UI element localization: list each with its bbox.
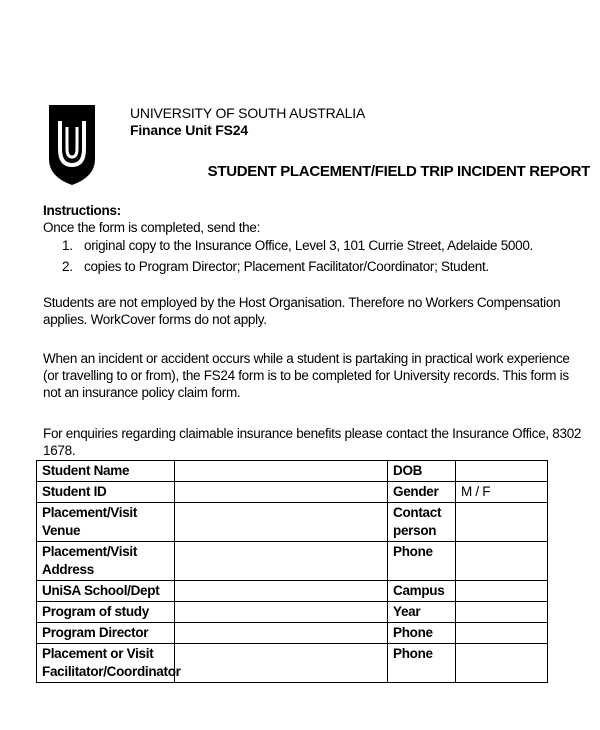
field-label: Program Director — [37, 623, 175, 644]
field-label: Placement/Visit Venue — [37, 503, 175, 542]
facilitator-phone-field[interactable] — [456, 644, 548, 683]
instructions-heading: Instructions: — [43, 203, 121, 218]
venue-phone-field[interactable] — [456, 542, 548, 581]
director-phone-field[interactable] — [456, 623, 548, 644]
facilitator-field[interactable] — [175, 644, 388, 683]
field-label: Year — [388, 602, 456, 623]
field-label: Placement or Visit Facilitator/Coordinator — [37, 644, 175, 683]
campus-field[interactable] — [456, 581, 548, 602]
table-row — [37, 482, 548, 503]
report-title: STUDENT PLACEMENT/FIELD TRIP INCIDENT REPORT — [207, 163, 590, 180]
table-row — [37, 542, 548, 581]
step-number: 2. — [62, 259, 73, 274]
organization-name: UNIVERSITY OF SOUTH AUSTRALIA — [130, 105, 366, 121]
address-field[interactable] — [175, 542, 388, 581]
contact-person-field[interactable] — [456, 503, 548, 542]
unit-name: Finance Unit FS24 — [130, 122, 248, 138]
program-field[interactable] — [175, 602, 388, 623]
field-label: Campus — [388, 581, 456, 602]
field-label: Phone — [388, 623, 456, 644]
dob-field[interactable] — [456, 461, 548, 482]
table-row — [37, 461, 548, 482]
year-field[interactable] — [456, 602, 548, 623]
instruction-step — [62, 238, 533, 253]
venue-field[interactable] — [175, 503, 388, 542]
student-name-field[interactable] — [175, 461, 388, 482]
enquiries-paragraph: For enquiries regarding claimable insurance benefits please contact the Insurance Office, 8302 1678. — [43, 426, 582, 458]
field-label: Contact person — [388, 503, 456, 542]
step-number: 1. — [62, 238, 73, 253]
program-director-field[interactable] — [175, 623, 388, 644]
incident-form-table — [36, 460, 548, 683]
student-id-field[interactable] — [175, 482, 388, 503]
step-text: original copy to the Insurance Office, Level 3, 101 Currie Street, Adelaide 5000. — [84, 238, 533, 253]
field-label: Program of study — [37, 602, 175, 623]
workers-comp-paragraph: Students are not employed by the Host Organisation. Therefore no Workers Compensation applies. WorkCover forms do not apply. — [43, 295, 561, 327]
incident-paragraph: When an incident or accident occurs while a student is partaking in practical work experience (or travelling to or from), the FS24 form is to be completed for University records. This form is not an insurance policy claim form. — [43, 351, 570, 400]
step-text: copies to Program Director; Placement Facilitator/Coordinator; Student. — [84, 259, 489, 274]
field-label: Gender — [388, 482, 456, 503]
field-label: Student ID — [37, 482, 175, 503]
table-row — [37, 503, 548, 542]
field-label: DOB — [388, 461, 456, 482]
instruction-step — [62, 259, 489, 274]
gender-field[interactable]: M / F — [456, 482, 548, 503]
field-label: UniSA School/Dept — [37, 581, 175, 602]
instructions-intro: Once the form is completed, send the: — [43, 220, 261, 235]
field-label: Student Name — [37, 461, 175, 482]
table-row — [37, 581, 548, 602]
table-row — [37, 623, 548, 644]
field-label: Phone — [388, 644, 456, 683]
unisa-logo-icon — [48, 105, 96, 185]
field-label: Phone — [388, 542, 456, 581]
field-label: Placement/Visit Address — [37, 542, 175, 581]
table-row — [37, 644, 548, 683]
table-row — [37, 602, 548, 623]
school-dept-field[interactable] — [175, 581, 388, 602]
